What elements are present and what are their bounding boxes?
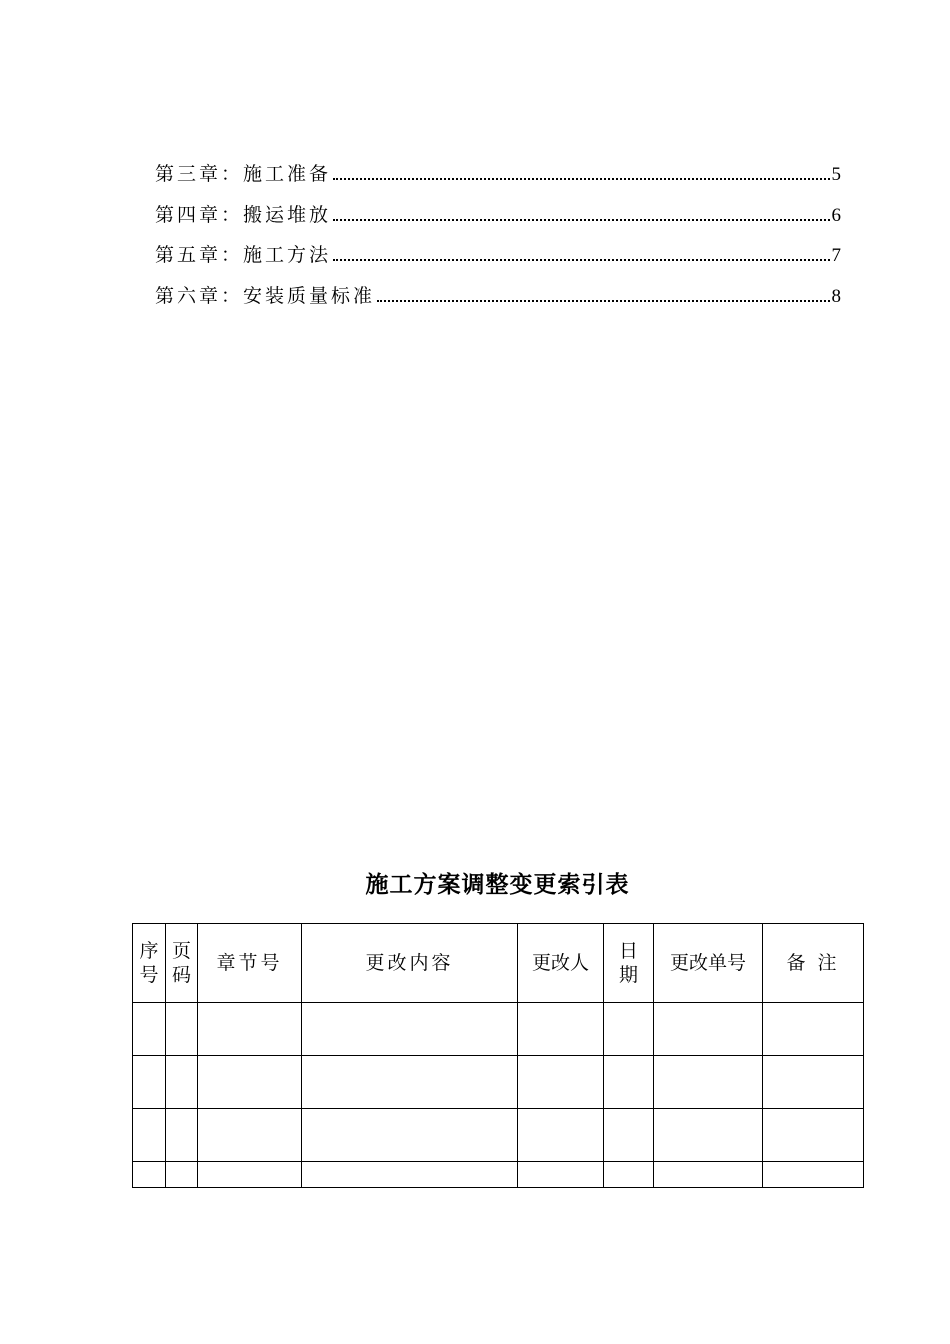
cell-seq[interactable] — [133, 1003, 166, 1056]
cell-section[interactable] — [198, 1056, 302, 1109]
cell-date[interactable] — [604, 1162, 654, 1188]
toc-entry-title: 第六章：安装质量标准 — [155, 284, 376, 307]
toc-dot-leader — [377, 299, 829, 302]
cell-date[interactable] — [604, 1003, 654, 1056]
cell-remark[interactable] — [763, 1162, 864, 1188]
table-header-row — [133, 924, 864, 1003]
table-row — [133, 1162, 864, 1188]
cell-content[interactable] — [302, 1056, 518, 1109]
toc-entry-page: 8 — [831, 285, 841, 307]
table-row — [133, 1056, 864, 1109]
cell-remark[interactable] — [763, 1056, 864, 1109]
cell-seq[interactable] — [133, 1056, 166, 1109]
change-table-title: 施工方案调整变更索引表 — [365, 871, 630, 898]
header-person-label: 更改人 — [531, 952, 589, 974]
toc-entry-title: 第四章：搬运堆放 — [155, 203, 332, 226]
toc-entry-title: 第三章：施工准备 — [155, 163, 332, 185]
cell-person[interactable] — [518, 1056, 604, 1109]
cell-content[interactable] — [302, 1109, 518, 1162]
toc-entry-chapter-6[interactable] — [155, 278, 841, 319]
header-page-label: 页码 — [171, 940, 191, 986]
cell-date[interactable] — [604, 1056, 654, 1109]
cell-order[interactable] — [654, 1162, 763, 1188]
cell-section[interactable] — [198, 1109, 302, 1162]
table-row — [133, 1109, 864, 1162]
toc-entry-page: 6 — [831, 204, 841, 226]
cell-page[interactable] — [166, 1162, 198, 1188]
table-row — [133, 1003, 864, 1056]
cell-page[interactable] — [166, 1003, 198, 1056]
cell-section[interactable] — [198, 1162, 302, 1188]
table-of-contents — [155, 156, 841, 318]
cell-page[interactable] — [166, 1109, 198, 1162]
cell-section[interactable] — [198, 1003, 302, 1056]
cell-order[interactable] — [654, 1003, 763, 1056]
toc-dot-leader — [333, 177, 829, 180]
toc-entry-chapter-4[interactable] — [155, 197, 841, 238]
toc-entry-chapter-5[interactable] — [155, 237, 841, 278]
header-remark-label: 备 注 — [786, 952, 840, 974]
header-section — [198, 924, 302, 1003]
header-remark — [763, 924, 864, 1003]
toc-entry-page: 7 — [831, 245, 841, 266]
change-index-table — [132, 923, 864, 1188]
cell-person[interactable] — [518, 1162, 604, 1188]
toc-entry-page: 5 — [831, 164, 841, 185]
toc-dot-leader — [333, 218, 829, 221]
header-seq — [133, 924, 166, 1003]
cell-page[interactable] — [166, 1056, 198, 1109]
header-content — [302, 924, 518, 1003]
cell-person[interactable] — [518, 1109, 604, 1162]
cell-content[interactable] — [302, 1003, 518, 1056]
cell-date[interactable] — [604, 1109, 654, 1162]
cell-seq[interactable] — [133, 1162, 166, 1188]
header-content-label: 更改内容 — [365, 952, 454, 974]
cell-remark[interactable] — [763, 1109, 864, 1162]
header-page — [166, 924, 198, 1003]
cell-order[interactable] — [654, 1109, 763, 1162]
cell-person[interactable] — [518, 1003, 604, 1056]
header-date-label: 日期 — [618, 940, 638, 986]
cell-seq[interactable] — [133, 1109, 166, 1162]
header-order — [654, 924, 763, 1003]
header-order-label: 更改单号 — [669, 952, 746, 974]
header-seq-label: 序号 — [139, 940, 159, 986]
toc-dot-leader — [333, 258, 829, 261]
header-person — [518, 924, 604, 1003]
cell-content[interactable] — [302, 1162, 518, 1188]
header-section-label: 章节号 — [216, 952, 283, 974]
cell-remark[interactable] — [763, 1003, 864, 1056]
toc-entry-chapter-3[interactable] — [155, 156, 841, 197]
toc-entry-title: 第五章：施工方法 — [155, 244, 332, 266]
header-date — [604, 924, 654, 1003]
cell-order[interactable] — [654, 1056, 763, 1109]
